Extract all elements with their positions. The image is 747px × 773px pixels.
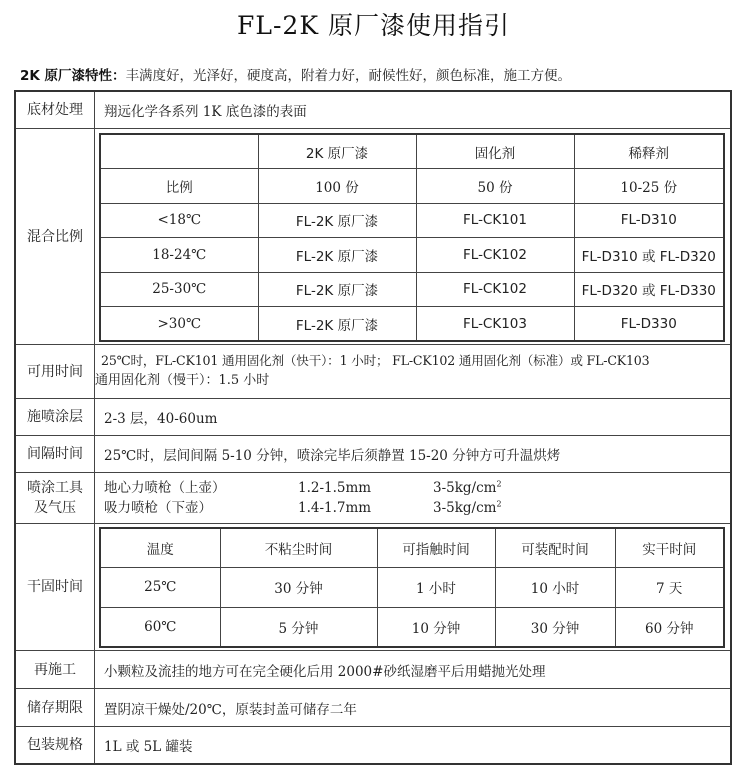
tool-pressure-value: 3-5kg/cm bbox=[433, 480, 497, 496]
row-pot-life bbox=[16, 345, 730, 399]
drying-header-row bbox=[100, 528, 724, 568]
interval-label: 间隔时间 bbox=[16, 436, 95, 472]
mixing-cell: FL-2K 原厂漆 bbox=[258, 307, 416, 342]
mixing-cell: 18-24℃ bbox=[100, 238, 258, 273]
coats-label: 施喷涂层 bbox=[16, 399, 95, 435]
pot-life-line-1: 25℃时，FL-CK101 通用固化剂（快干）：1 小时； FL-CK102 通用固化剂（标准）或 FL-CK103 bbox=[101, 353, 650, 368]
drying-label: 干固时间 bbox=[16, 524, 95, 650]
pot-life-line-2: 通用固化剂（慢干）：1.5 小时 bbox=[95, 373, 270, 388]
mixing-header-cell: 稀释剂 bbox=[574, 134, 724, 169]
mixing-cell: FL-D310 或 FL-D320 bbox=[574, 238, 724, 273]
drying-header-cell: 实干时间 bbox=[615, 528, 724, 568]
tool-row bbox=[104, 478, 730, 498]
mixing-cell: FL-2K 原厂漆 bbox=[258, 203, 416, 238]
row-storage bbox=[16, 689, 730, 727]
drying-cell: 7 天 bbox=[615, 568, 724, 608]
tool-pressure-exponent: 2 bbox=[496, 479, 502, 489]
mixing-cell: 比例 bbox=[100, 169, 258, 204]
drying-cell: 10 小时 bbox=[495, 568, 615, 608]
mixing-cell: FL-2K 原厂漆 bbox=[258, 272, 416, 307]
mixing-cell: FL-2K 原厂漆 bbox=[258, 238, 416, 273]
mixing-cell: FL-CK103 bbox=[416, 307, 574, 342]
row-interval bbox=[16, 436, 730, 473]
mixing-cell: 25-30℃ bbox=[100, 272, 258, 307]
feature-line bbox=[20, 66, 740, 86]
drying-cell: 1 小时 bbox=[377, 568, 495, 608]
drying-header-cell: 不粘尘时间 bbox=[220, 528, 377, 568]
mixing-cell: 10-25 份 bbox=[574, 169, 724, 204]
substrate-label: 底材处理 bbox=[16, 92, 95, 128]
tools-value bbox=[95, 473, 730, 523]
drying-cell: 30 分钟 bbox=[495, 607, 615, 647]
mixing-cell: >30℃ bbox=[100, 307, 258, 342]
mixing-cell: FL-D330 bbox=[574, 307, 724, 342]
mixing-cell: FL-CK101 bbox=[416, 203, 574, 238]
tool-pressure-exponent: 2 bbox=[496, 499, 502, 509]
tool-pressure-value: 3-5kg/cm bbox=[433, 500, 497, 516]
pot-life-value bbox=[95, 345, 730, 398]
tool-name: 地心力喷枪（上壶） bbox=[104, 480, 226, 496]
reapply-label: 再施工 bbox=[16, 651, 95, 688]
drying-table bbox=[99, 527, 725, 648]
mixing-cell: FL-CK102 bbox=[416, 272, 574, 307]
mixing-label: 混合比例 bbox=[16, 129, 95, 344]
tools-label-line-1: 喷涂工具 bbox=[27, 480, 83, 496]
mixing-cell: FL-CK102 bbox=[416, 238, 574, 273]
storage-value: 置阴凉干燥处/20℃，原装封盖可储存二年 bbox=[104, 701, 357, 718]
feature-text: 丰满度好，光泽好，硬度高，附着力好，耐候性好，颜色标准，施工方便。 bbox=[125, 68, 572, 84]
drying-cell: 5 分钟 bbox=[220, 607, 377, 647]
row-coats bbox=[16, 399, 730, 436]
mixing-header-cell: 固化剂 bbox=[416, 134, 574, 169]
mixing-header-cell bbox=[100, 134, 258, 169]
tool-name: 吸力喷枪（下壶） bbox=[104, 500, 212, 516]
drying-cell: 60℃ bbox=[100, 607, 220, 647]
mixing-row bbox=[100, 169, 724, 204]
mixing-cell: FL-D320 或 FL-D330 bbox=[574, 272, 724, 307]
interval-value: 25℃时，层间间隔 5-10 分钟，喷涂完毕后须静置 15-20 分钟方可升温烘烤 bbox=[104, 448, 561, 464]
pot-life-label: 可用时间 bbox=[16, 345, 95, 398]
tool-nozzle: 1.4-1.7mm bbox=[298, 500, 372, 516]
packaging-label: 包装规格 bbox=[16, 727, 95, 763]
feature-label: 2K 原厂漆特性： bbox=[20, 68, 126, 84]
drying-row bbox=[100, 568, 724, 608]
mixing-header-cell: 2K 原厂漆 bbox=[258, 134, 416, 169]
reapply-value: 小颗粒及流挂的地方可在完全硬化后用 2000#砂纸湿磨平后用蜡抛光处理 bbox=[104, 663, 546, 680]
row-mixing bbox=[16, 129, 730, 345]
coats-value: 2-3 层，40-60um bbox=[104, 411, 218, 427]
mixing-cell: 50 份 bbox=[416, 169, 574, 204]
page-title: FL-2K 原厂漆使用指引 bbox=[237, 11, 510, 40]
drying-header-cell: 温度 bbox=[100, 528, 220, 568]
spec-table bbox=[14, 90, 732, 765]
drying-cell: 10 分钟 bbox=[377, 607, 495, 647]
drying-header-cell: 可装配时间 bbox=[495, 528, 615, 568]
row-substrate bbox=[16, 92, 730, 129]
drying-cell: 60 分钟 bbox=[615, 607, 724, 647]
tools-label-line-2: 及气压 bbox=[34, 500, 76, 516]
mixing-row bbox=[100, 307, 724, 342]
tool-pressure bbox=[433, 498, 502, 518]
mixing-row bbox=[100, 203, 724, 238]
tools-label bbox=[16, 473, 95, 523]
row-tools bbox=[16, 473, 730, 524]
row-drying bbox=[16, 524, 730, 651]
row-reapply bbox=[16, 651, 730, 689]
packaging-value: 1L 或 5L 罐装 bbox=[104, 739, 193, 755]
mixing-cell: 100 份 bbox=[258, 169, 416, 204]
mixing-header-row bbox=[100, 134, 724, 169]
row-packaging bbox=[16, 727, 730, 763]
drying-header-cell: 可指触时间 bbox=[377, 528, 495, 568]
tool-pressure bbox=[433, 478, 502, 498]
mixing-table bbox=[99, 133, 725, 342]
drying-cell: 25℃ bbox=[100, 568, 220, 608]
mixing-row bbox=[100, 238, 724, 273]
tool-row bbox=[104, 498, 730, 518]
drying-cell: 30 分钟 bbox=[220, 568, 377, 608]
mixing-row bbox=[100, 272, 724, 307]
substrate-value: 翔远化学各系列 1K 底色漆的表面 bbox=[104, 104, 307, 120]
storage-label: 储存期限 bbox=[16, 689, 95, 726]
mixing-cell: <18℃ bbox=[100, 203, 258, 238]
tool-nozzle: 1.2-1.5mm bbox=[298, 480, 372, 496]
mixing-cell: FL-D310 bbox=[574, 203, 724, 238]
drying-row bbox=[100, 607, 724, 647]
